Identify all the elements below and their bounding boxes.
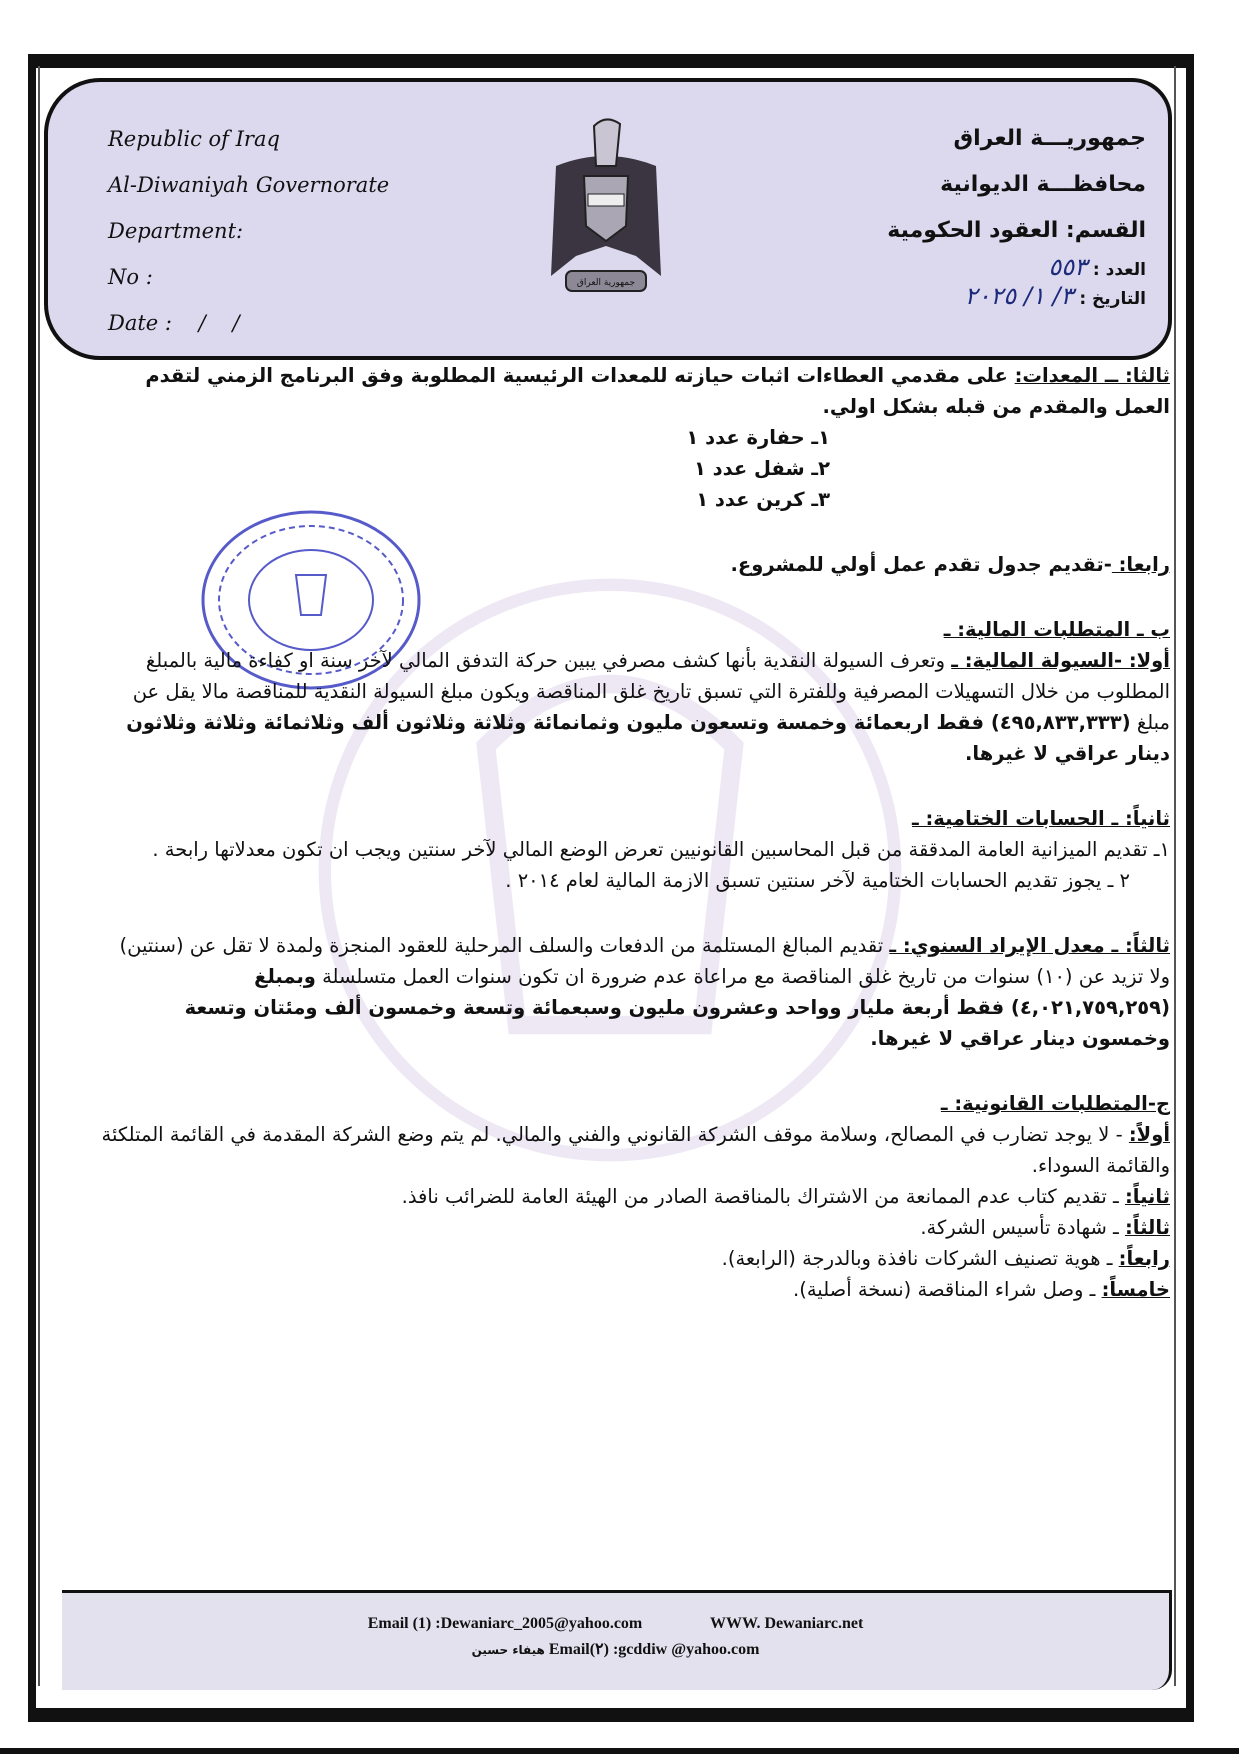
legal-item: أولاً: - لا يوجد تضارب في المصالح، وسلامة موقف الشركة القانوني والفني والمالي. لم يتم وضع الشركة المقدمة في القائمة المتلكئة والقائمة السوداء. (101, 1123, 1170, 1177)
revenue-amount: وبمبلغ (٤,٠٢١,٧٥٩,٢٥٩) فقط أربعة مليار وواحد وعشرون مليون وسبعمائة وتسعة وخمسون ألف ومئتان وتسعة وخمسون دينار عراقي لا غيرها. (184, 965, 1170, 1050)
equipment-section: ثالثا: ــ المعدات: على مقدمي العطاءات اثبات حيازته للمعدات الرئيسية المطلوبة وفق البرنامج الزمني لتقدم العمل والمقدم من قبله بشكل اولي. (145, 364, 1170, 418)
legal-heading: ج-المتطلبات القانونية: ـ (940, 1092, 1170, 1115)
iraq-eagle-emblem-icon (536, 106, 676, 306)
annual-revenue-section: ثالثاً: ـ معدل الإيراد السنوي: ـ تقديم المبالغ المستلمة من الدفعات والسلف المرحلية للعقود المنجزة ولمدة لا تقل عن (سنتين) ولا تزيد عن (١٠) سنوات من تاريخ غلق المناقصة مع مراعاة عدم ضرورة ان تكون سنوات العمل متسلسلة وبمبلغ (٤,٠٢١,٧٥٩,٢٥٩) فقط أربعة مليار وواحد وعشرون مليون وسبعمائة وتسعة وخمسون ألف ومئتان وتسعة وخمسون دينار عراقي لا غيرها. (119, 934, 1170, 1050)
liquidity-amount: (٤٩٥,٨٣٣,٣٣٣) فقط اربعمائة وخمسة وتسعون مليون وثمانمائة وثلاثة وثلاثون ألف وثلاثمائة وثلاثة وثلاثون دينار عراقي لا غيرها. (126, 711, 1170, 765)
number-value: ٥٥٣ (1048, 253, 1087, 281)
number-en: No : (108, 265, 153, 289)
scan-bottom-edge (0, 1748, 1239, 1754)
equipment-item: ٣ـ كرين عدد ١ (696, 488, 830, 511)
final-accounts-item: ٢ ـ يجوز تقديم الحسابات الختامية لآخر سنتين تسبق الازمة المالية لعام ٢٠١٤ . (505, 869, 1130, 892)
financial-heading: ب ـ المتطلبات المالية: ـ (943, 618, 1170, 641)
final-accounts-heading: ثانياً: ـ الحسابات الختامية: ـ (912, 807, 1170, 830)
date-ar: التاريخ : ٣/ ١/ ٢٠٢٥ (964, 282, 1146, 310)
work-schedule-section: رابعا: -تقديم جدول تقدم عمل أولي للمشروع. (730, 553, 1170, 576)
department-ar: القسم: العقود الحكومية (887, 218, 1146, 243)
date-value: ٣/ ١/ ٢٠٢٥ (964, 282, 1074, 310)
emblem-caption: جمهورية العراق (576, 278, 636, 288)
date-en: Date : / / (108, 311, 240, 335)
governorate-en: Al-Diwaniyah Governorate (108, 173, 390, 197)
legal-item: ثانياً: ـ تقديم كتاب عدم الممانعة من الاشتراك بالمناقصة الصادر من الهيئة العامة للضرائب نافذ. (401, 1185, 1170, 1208)
letterhead-arabic (887, 116, 1146, 312)
footer-line-2 (62, 1639, 1169, 1659)
footer (62, 1590, 1172, 1690)
liquidity-section: أولا: -السيولة المالية: ـ وتعرف السيولة النقدية بأنها كشف مصرفي يبين حركة التدفق المالي لآخر سنة او كفاءة مالية بالمبلغ المطلوب من خلال التسهيلات المصرفية وللفترة التي تسبق تاريخ غلق المناقصة ويكون مبلغ السيولة النقدية للمناقصة مالا يقل عن مبلغ (٤٩٥,٨٣٣,٣٣٣) فقط اربعمائة وخمسة وتسعون مليون وثمانمائة وثلاثة وثلاثون ألف وثلاثمائة وثلاثة وثلاثون دينار عراقي لا غيرها. (126, 649, 1170, 765)
letterhead-english (108, 116, 389, 346)
final-accounts-item: ١ـ تقديم الميزانية العامة المدققة من قبل المحاسبين القانونيين تعرض الوضع المالي لآخر سنتين ويجب ان تكون معدلاتها رابحة . (152, 838, 1170, 861)
legal-item: خامساً: ـ وصل شراء المناقصة (نسخة أصلية). (793, 1278, 1170, 1301)
equipment-list (96, 422, 1170, 515)
legal-item: رابعاً: ـ هوية تصنيف الشركات نافذة وبالدرجة (الرابعة). (721, 1247, 1170, 1270)
number-ar: العدد : ٥٥٣ (1048, 253, 1146, 281)
equipment-item: ١ـ حفارة عدد ١ (686, 426, 830, 449)
country-en: Republic of Iraq (108, 127, 280, 151)
department-en: Department: (108, 219, 244, 243)
website-link[interactable]: WWW. Dewaniarc.net (709, 1615, 864, 1632)
email-2[interactable]: Email(٢) :gcddiw @yahoo.com (548, 1641, 760, 1658)
document-body (96, 360, 1170, 1560)
footer-line-1 (62, 1615, 1169, 1633)
country-ar: جمهوريـــة العراق (953, 126, 1146, 151)
email-1[interactable]: Email (1) :Dewaniarc_2005@yahoo.com (367, 1615, 643, 1632)
legal-item: ثالثاً: ـ شهادة تأسيس الشركة. (920, 1216, 1170, 1239)
governorate-ar: محافظـــة الديوانية (940, 172, 1146, 197)
equipment-item: ٢ـ شفل عدد ١ (693, 457, 830, 480)
author-name: هيفاء حسين (471, 1643, 545, 1657)
letterhead (44, 78, 1172, 360)
